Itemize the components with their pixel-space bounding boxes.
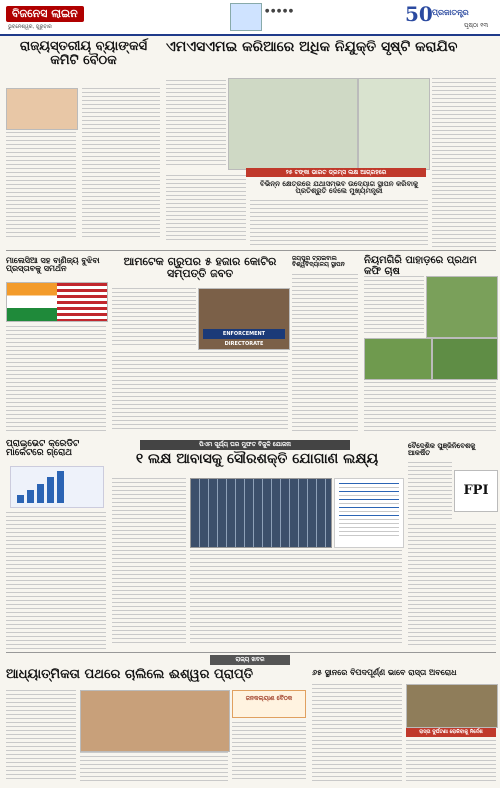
story-body	[80, 752, 228, 784]
story-headline: ୧ ଲକ୍ଷ ଆବାସକୁ ସୌରଶକ୍ତି ଯୋଗାଣ ଲକ୍ଷ୍ୟ	[135, 451, 379, 467]
story-body	[364, 382, 496, 434]
story-kicker: ପିଏମ ସୂର୍ଯ୍ୟ ଘର ମୁଫତ ବିଜୁଳି ଯୋଜନା	[140, 440, 350, 450]
story-headline: ୬୫ ସ୍ଥାନରେ ବିପଦପୂର୍ଣ୍ଣ ଭାବେ ରାସ୍ତା ଅବରୋଧ	[312, 667, 457, 677]
story-body	[364, 276, 424, 336]
story-headline: ଆଧ୍ୟାତ୍ମିକତା ପଥରେ ଚାଲିଲେ ଈଶ୍ୱର ପ୍ରାପ୍ତି	[6, 667, 254, 682]
coffee-photo	[426, 276, 498, 338]
story-body	[232, 722, 306, 784]
flags-photo	[6, 282, 108, 322]
masthead	[0, 0, 500, 36]
story-body	[312, 684, 402, 784]
anniversary-logo: 50	[405, 2, 433, 26]
highlights-box	[334, 478, 404, 548]
story-photo	[228, 78, 358, 170]
story-body	[166, 80, 226, 170]
road-photo	[406, 684, 498, 728]
story-body	[6, 690, 76, 784]
story-body	[166, 175, 246, 245]
story-body	[112, 478, 186, 648]
solar-panels-photo	[190, 478, 332, 548]
story-body	[82, 88, 160, 242]
story-body	[190, 550, 402, 648]
story-body	[6, 132, 76, 242]
brand-name: ପ୍ରଜାତନ୍ତ୍ର	[432, 8, 469, 17]
masthead-date: ● ● ● ● ●	[265, 8, 294, 14]
story-headline: ଆମଟେକ ଗ୍ରୁପର ୫ ହଜାର କୋଟିର ସମ୍ପତ୍ତି ଜବତ	[123, 255, 277, 280]
coffee-photo	[432, 338, 498, 380]
story-headline: ରାଜ୍ୟସ୍ତରୀୟ ବ୍ୟାଙ୍କର୍ସ କମିଟି ବୈଠକ	[19, 39, 148, 68]
ed-office-photo	[198, 288, 290, 350]
story-headline: ଜୟପୁର ଟ୍ରାଇବାଲ ବିଶ୍ୱବିଦ୍ୟାଳୟ ସ୍ଥାପନ	[292, 255, 345, 269]
story-headline: ନିୟମଗିରି ପାହାଡ଼ରେ ପ୍ରଥମ କଫି ଚାଷ	[364, 255, 477, 277]
story-headline: ବୈଦେଶିକ ପୁଞ୍ଜିନିବେଶକୁ ଆକର୍ଷିତ	[408, 441, 476, 458]
story-headline: ପ୍ରାଇଭେଟ କ୍ରେଡିଟ ମାର୍କେଟରେ ଗ୍ରୋଥ	[6, 439, 80, 459]
fpi-graphic: FPI	[454, 470, 498, 512]
story-headline: ଏମଏସଏମଇ କରିଆରେ ଅଧିକ ନିଯୁକ୍ତି ସୃଷ୍ଟି କରାଯିବ	[166, 39, 458, 55]
story-headline: ମାଲେସିଆ ସହ ବାଣିଜ୍ୟ ବୁଝିବା ପ୍ରସ୍ତାବକୁ ସମର୍ଥନ	[6, 255, 100, 274]
story-photo	[6, 88, 78, 130]
story-body	[250, 200, 428, 248]
photo-caption: ୨୫ ଟଙ୍କା ଭାରତ ଡ୍ରମ୍ସ ଲକ୍ଷ ଆଗ୍ରହରେ	[246, 168, 426, 177]
story-subheadline: ବିଭିନ୍ନ କ୍ଷେତ୍ରରେ ଯଥାସମ୍ଭବ ଉଦ୍ୟୋଗ ସ୍ଥାପନ କରିବାକୁ ପ୍ରତିଶ୍ରୁତି ଦେଲେ ମୁଖ୍ୟମନ୍ତ୍ରୀ	[260, 179, 418, 196]
masthead-subline: ଭୁବନେଶ୍ୱର, ଗୁରୁବାର	[8, 24, 52, 30]
info-box: ଜନକଲ୍ୟାଣ ବୈଠକ	[232, 690, 306, 718]
story-body	[292, 274, 358, 434]
story-photo	[358, 78, 430, 170]
ed-sign: ENFORCEMENT DIRECTORATE	[203, 329, 285, 339]
info-box: ରାସ୍ତା ଦୁର୍ଘଟଣା ରୋକିବାକୁ ନିର୍ଦ୍ଦେଶ	[406, 728, 496, 737]
story-body	[406, 740, 496, 784]
story-body	[112, 288, 196, 348]
story-body	[6, 326, 106, 436]
divider	[6, 652, 496, 653]
badge-logo	[230, 3, 262, 31]
group-photo	[80, 690, 230, 752]
story-body	[432, 78, 496, 258]
story-body	[112, 352, 288, 434]
growth-graphic	[10, 466, 104, 508]
story-body	[408, 524, 496, 648]
story-body	[408, 462, 452, 522]
section-label: ରାଜ୍ୟ ଖବର	[210, 655, 290, 665]
story-body	[6, 512, 106, 652]
page-number: ପୃଷ୍ଠା ୧୩	[464, 22, 489, 29]
section-title: ବିଜନେସ ଲାଇନ	[6, 6, 84, 22]
coffee-photo	[364, 338, 432, 380]
divider	[6, 250, 496, 251]
